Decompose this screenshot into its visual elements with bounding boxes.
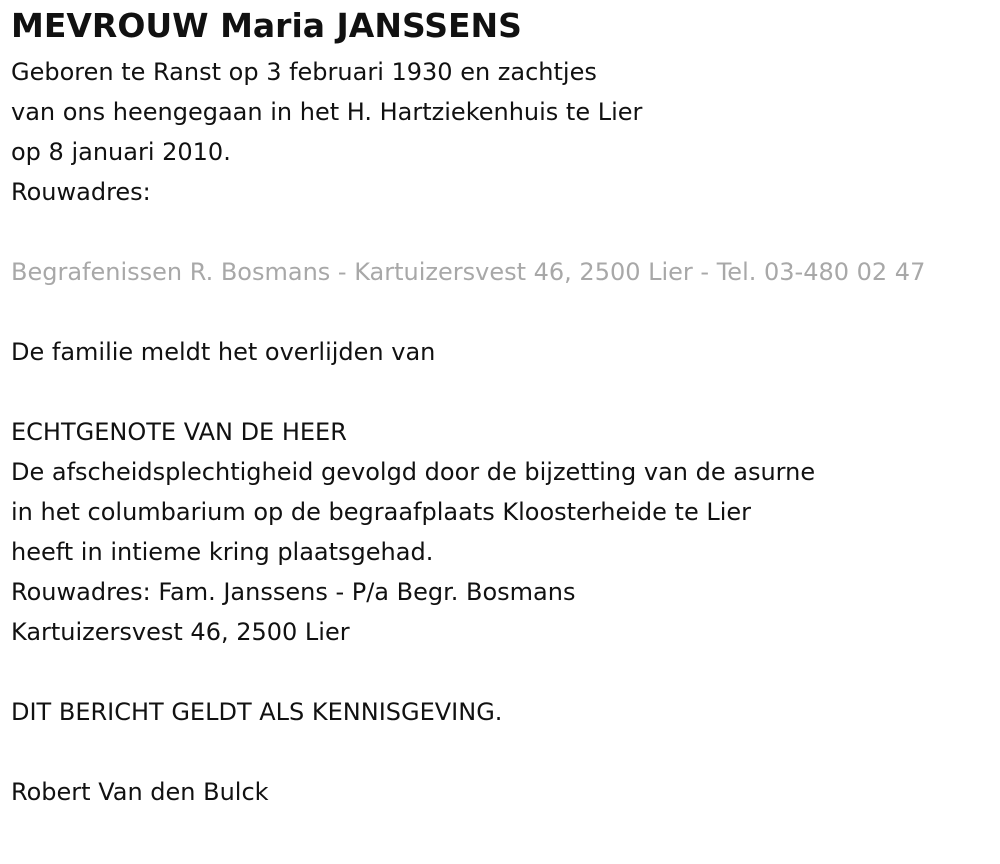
ceremony-line-1: De afscheidsplechtigheid gevolgd door de bijzetting van de asurne	[11, 458, 816, 486]
ceremony-line-2: in het columbarium op de begraafplaats Kloosterheide te Lier	[11, 498, 752, 526]
ceremony-line-3: heeft in intieme kring plaatsgehad.	[11, 538, 434, 566]
announcement-line: De familie meldt het overlijden van	[11, 338, 436, 366]
spacer	[11, 732, 986, 772]
spacer	[11, 372, 986, 412]
mourning-address-street: Kartuizersvest 46, 2500 Lier	[11, 618, 350, 646]
funeral-home-info: Begrafenissen R. Bosmans - Kartuizersvest 46, 2500 Lier - Tel. 03-480 02 47	[11, 258, 926, 286]
spacer	[11, 212, 986, 252]
mourning-address-line: Rouwadres: Fam. Janssens - P/a Begr. Bosmans	[11, 578, 576, 606]
birth-line: Geboren te Ranst op 3 februari 1930 en zachtjes	[11, 58, 597, 86]
death-date-line: op 8 januari 2010.	[11, 138, 231, 166]
death-notice	[11, 0, 986, 812]
spacer	[11, 652, 986, 692]
deceased-name-title: MEVROUW Maria JANSSENS	[11, 6, 522, 45]
intro-block	[11, 52, 986, 212]
signature: Robert Van den Bulck	[11, 778, 269, 806]
mourning-address-label: Rouwadres:	[11, 178, 151, 206]
spouse-line: ECHTGENOTE VAN DE HEER	[11, 418, 347, 446]
spacer	[11, 292, 986, 332]
body-block	[11, 412, 986, 652]
closing-notice: DIT BERICHT GELDT ALS KENNISGEVING.	[11, 698, 503, 726]
passing-line: van ons heengegaan in het H. Hartziekenhuis te Lier	[11, 98, 643, 126]
